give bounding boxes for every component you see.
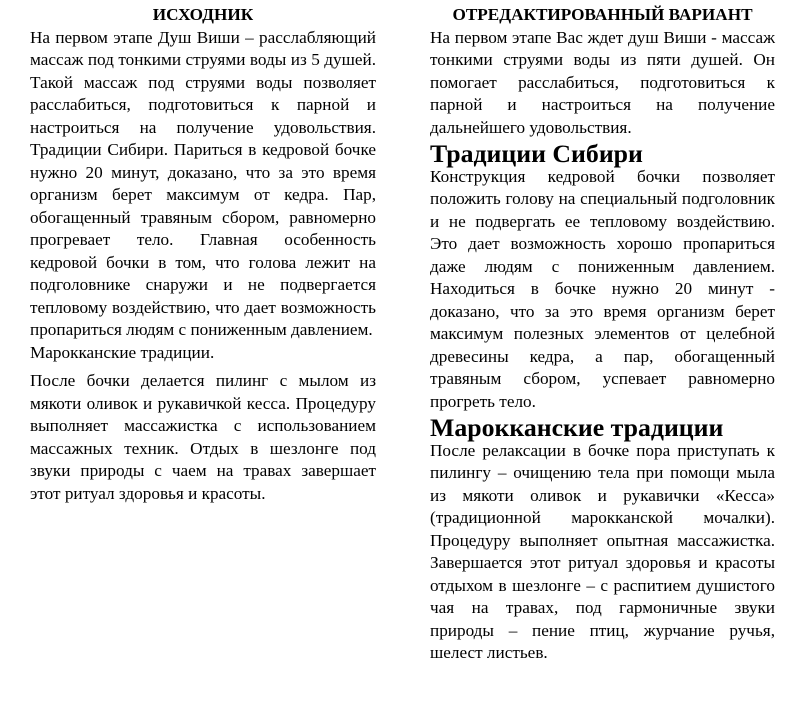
edited-paragraph-vichy: На первом этапе Вас ждет душ Виши - массаж тонкими струями воды из пяти душей. Он помогает расслабиться, подготовиться к парной и настроиться на получение дальнейшего удовольствия. <box>430 27 775 137</box>
original-paragraph-vichy: На первом этапе Душ Виши – расслабляющий массаж под тонкими струями воды из 5 душей. Такой массаж под струями воды позволяет расслабиться, подготовиться к парной и настроиться на получение удовольствия. Традиции Сибири. Париться в кедровой бочке нужно 20 минут, доказано, что за это время организм берет максимум от кедра. Пар, обогащенный травяным сбором, равномерно прогревает тело. Главная особенность кедровой бочки в том, что голова лежит на подголовнике снаружи и не подвергается тепловому воздействию, что дает возможность пропариться людям с пониженным давлением. <box>30 27 376 339</box>
original-column-title: ИСХОДНИК <box>152 5 254 24</box>
edited-heading-siberia: Традиции Сибири <box>430 139 643 168</box>
edited-column <box>430 4 775 665</box>
edited-paragraph-cedar-barrel: Конструкция кедровой бочки позволяет положить голову на специальный подголовник и не подвергать ее тепловому воздействию. Это дает возможность хорошо пропариться даже людям с пониженным давлением. Находиться в бочке нужно 20 минут - доказано, что за это время организм берет максимум полезных элементов от целебной древесины кедра, а пар, обогащенный травяным сбором, успевает равномерно прогреть тело. <box>430 166 775 411</box>
edited-paragraph-peeling: После релаксации в бочке пора приступать к пилингу – очищению тела при помощи мыла из мякоти оливок и рукавички «Кесса» (традиционной марокканской мочалки). Процедуру выполняет опытная массажистка. Завершается этот ритуал здоровья и красоты отдыхом в шезлонге – с распитием душистого чая на травах, под гармоничные звуки природы – пение птиц, журчание ручья, шелест листьев. <box>430 440 775 662</box>
edited-column-title: ОТРЕДАКТИРОВАННЫЙ ВАРИАНТ <box>452 5 753 24</box>
original-column <box>30 4 376 505</box>
original-paragraph-moroccan-heading: Марокканские традиции. <box>30 342 215 362</box>
edited-heading-moroccan: Марокканские традиции <box>430 413 724 442</box>
original-paragraph-peeling: После бочки делается пилинг с мылом из мякоти оливок и рукавичкой кесса. Процедуру выполняет массажистка с использованием массажных техник. Отдых в шезлонге под звуки природы с чаем на травах завершает этот ритуал здоровья и красоты. <box>30 371 376 503</box>
